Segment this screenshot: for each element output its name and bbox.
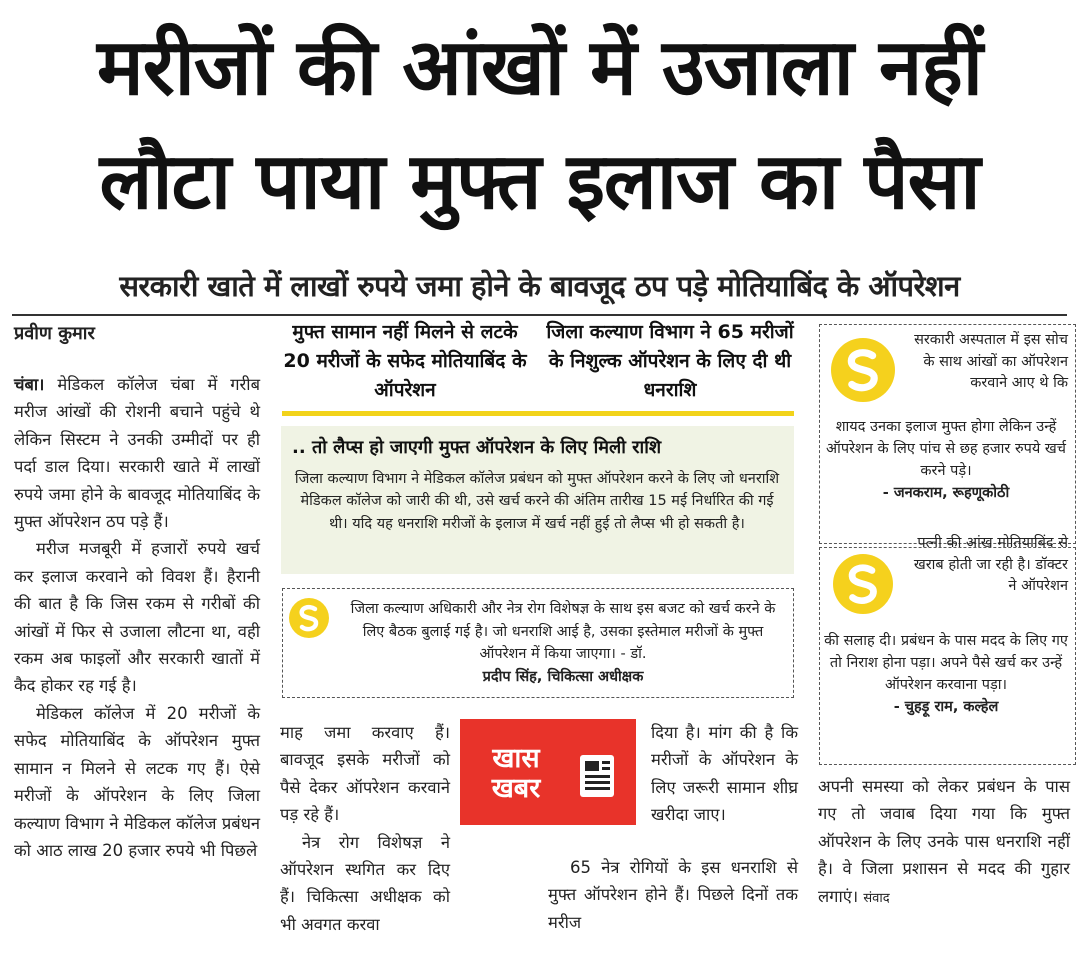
story-column-4 [818,773,1070,912]
story-paragraph [818,773,1070,912]
quote-attribution: प्रदीप सिंह, चिकित्सा अधीक्षक [482,668,644,685]
story-text: अपनी समस्या को लेकर प्रबंधन के पास गए तो जवाब दिया गया कि मुफ्त ऑपरेशन के लिए उनके पास धनराशि नहीं है। वे जिला प्रशासन से मदद की गुहार लगाएं। [818,777,1070,906]
patient-quote-2-bottom [822,630,1070,718]
patient-quote-2-top: पत्नी की आंख मोतियाबिंद से खराब होती जा रही है। डॉक्टर ने ऑपरेशन [913,535,1068,595]
deck-right: जिला कल्याण विभाग ने 65 मरीजों के निशुल्क ऑपरेशन के लिए दी थी धनराशि [546,321,794,401]
headline-line-1: मरीजों की आंखों में उजाला नहीं [97,23,982,113]
patient-quote-1-bottom [822,416,1070,504]
amar-ujala-logo-icon [833,554,893,614]
story-text: मेडिकल कॉलेज चंबा में गरीब मरीज आंखों की रोशनी बचाने पहुंचे थे लेकिन सिस्टम ने उनकी उम्मीदों पर ही पर्दा डाल दिया। सरकारी खाते में लाखों रुपये जमा होने के बावजूद मोतियाबिंद के मुफ्त ऑपरेशन ठप पड़े हैं। [14,375,260,532]
byline: प्रवीण कुमार [14,323,95,344]
story-paragraph [14,371,260,535]
patient-quote-1-top: सरकारी अस्पताल में इस सोच के साथ आंखों का ऑपरेशन करवाने आए थे कि [914,332,1068,392]
official-quote-text [343,598,783,688]
header-divider [12,314,1067,316]
quote-text: जिला कल्याण अधिकारी और नेत्र रोग विशेषज्ञ के साथ इस बजट को खर्च करने के लिए बैठक बुलाई गई है। जो धनराशि आई है, उसका इस्तेमाल मरीजों के मुफ्त ऑपरेशन में किया जाएगा। - डॉ. [350,601,776,662]
cropped-next-headline [0,938,1079,953]
story-column-1 [14,371,260,864]
story-paragraph: नेत्र रोग विशेषज्ञ ने ऑपरेशन स्थगित कर दिए हैं। चिकित्सा अधीक्षक को भी अवगत करवा [280,832,450,934]
newspaper-icon [577,752,619,800]
deck-left: मुफ्त सामान नहीं मिलने से लटके 20 मरीजों के सफेद मोतियाबिंद के ऑपरेशन [283,321,527,401]
story-column-3-bottom [548,854,798,936]
amar-ujala-logo-icon [289,598,329,638]
credit: संवाद [863,890,890,906]
story-column-2 [280,719,450,938]
subheadline: सरकारी खाते में लाखों रुपये जमा होने के बावजूद ठप पड़े मोतियाबिंद के ऑपरेशन [119,269,960,303]
infobox-body: जिला कल्याण विभाग ने मेडिकल कॉलेज प्रबंधन को मुफ्त ऑपरेशन करने के लिए जो धनराशि मेडिकल कॉलेज को जारी की थी, उसे खर्च करने की अंतिम तारीख 15 मई निर्धारित की गई थी। यदि यह धनराशि मरीजों के इलाज में खर्च नहीं हुई तो लैप्स भी हो सकती है। [294,471,780,532]
quote-attribution: - चुहड़ू राम, कल्हेल [893,699,999,715]
quote-text: शायद उनका इलाज मुफ्त होगा लेकिन उन्हें ऑपरेशन के लिए पांच से छह हजार रुपये खर्च करने पड़े। [826,419,1066,479]
quote-text: की सलाह दी। प्रबंधन के पास मदद के लिए गए तो निराश होना पड़ा। अपने पैसे खर्च कर उन्हें ऑपरेशन करवाना पड़ा। [824,633,1068,693]
badge-label [464,744,568,804]
amar-ujala-logo-icon [831,338,895,402]
dateline: चंबा। [14,375,45,394]
headline-line-2: लौटा पाया मुफ्त इलाज का पैसा [99,137,980,227]
story-paragraph: 65 नेत्र रोगियों के इस धनराशि से मुफ्त ऑपरेशन होने हैं। पिछले दिनों तक मरीज [548,858,798,932]
story-paragraph: मरीज मजबूरी में हजारों रुपये खर्च कर इलाज करवाने को विवश हैं। हैरानी की बात है कि जिस रकम से गरीबों की आंखों में फिर से उजाला लौटना था, वही रकम अब फाइलों और सरकारी खातों में कैद होकर रह गई है। [14,539,260,696]
quote-attribution: - जनकराम, रूहणूकोठी [882,485,1010,501]
badge-line-2: खबर [491,773,541,804]
story-column-3-top: दिया है। मांग की है कि मरीजों के ऑपरेशन के लिए जरूरी सामान शीघ्र खरीदा जाए। [651,723,798,825]
story-paragraph: माह जमा करवाए हैं। बावजूद इसके मरीजों को पैसे देकर ऑपरेशन करवाने पड़ रहे हैं। [280,723,450,825]
badge-line-1: खास [492,743,540,774]
deck-yellow-rule [282,411,794,416]
story-paragraph: मेडिकल कॉलेज में 20 मरीजों के सफेद मोतियाबिंद के ऑपरेशन मुफ्त सामान न मिलने से लटक गए हैं। ऐसे मरीजों के ऑपरेशन के लिए जिला कल्याण विभाग ने मेडिकल कॉलेज प्रबंधन को आठ लाख 20 हजार रुपये भी पिछले [14,703,260,860]
infobox-title: .. तो लैप्स हो जाएगी मुफ्त ऑपरेशन के लिए मिली राशि [292,437,662,458]
